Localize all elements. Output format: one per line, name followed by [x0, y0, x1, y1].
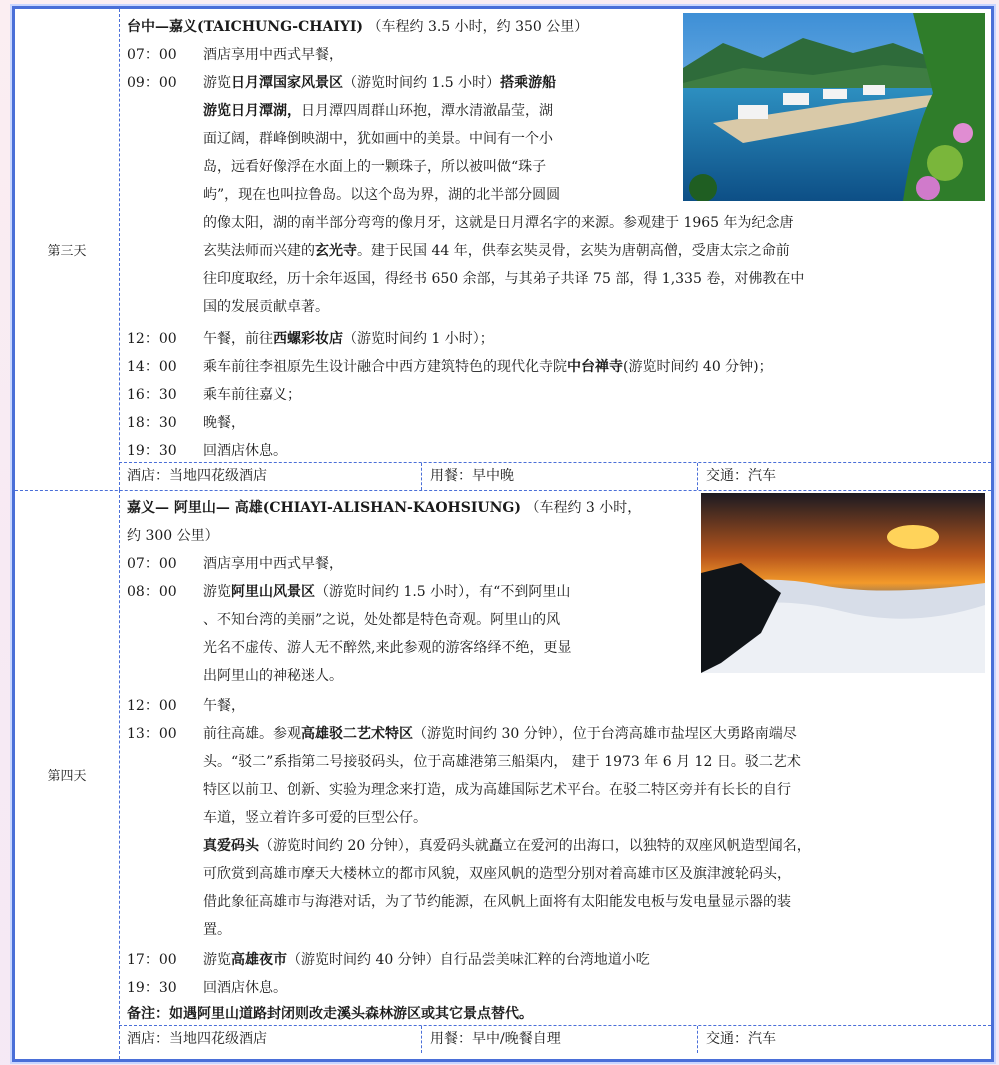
activity: 酒店享用中西式早餐，	[203, 47, 343, 63]
day3-hotel: 酒店：当地四花级酒店	[127, 468, 267, 484]
day4-transport: 交通：汽车	[697, 1026, 991, 1053]
day3-title: 台中—嘉义(TAICHUNG-CHAIYI)	[127, 19, 364, 35]
day3-title-line	[127, 13, 588, 41]
day4-footer	[119, 1025, 991, 1053]
alishan-sunrise-photo	[701, 493, 985, 673]
time: 09：00	[127, 75, 177, 91]
day4-label	[15, 490, 120, 1059]
day4-note: 备注：如遇阿里山道路封闭则改走溪头森林游区或其它景点替代。	[127, 1006, 533, 1022]
day4-title-note: （车程约 3 小时，	[525, 500, 642, 516]
activity: 游览日月潭国家风景区（游览时间约 1.5 小时）搭乘游船	[203, 75, 557, 91]
day3-label-text: 第三天	[47, 244, 87, 259]
day4-title-line2: 约 300 公里）	[127, 528, 219, 544]
day4-hotel: 酒店：当地四花级酒店	[127, 1031, 267, 1047]
itinerary-frame	[12, 6, 994, 1062]
day3-title-note: （车程约 3.5 小时，约 350 公里）	[367, 19, 589, 35]
day3-transport: 交通：汽车	[697, 463, 991, 490]
itinerary-table: 第三天 第四天 酒店：当地四花级酒店 用餐：早中晚 交通：汽车 酒店：当地四花级酒店 用餐：早中/晚餐自理 交通：汽车 台中—嘉义(TAICHUNG-CHAIYI) （车程约 3.5 小时，约 350 公里） 07：00 酒店享用中西式早餐， 09：00 游览日月潭国家风景区（游览时间约 1.5 小时）搭乘游船 游览日月潭湖，日月潭四周群山环抱，潭水清澈晶莹，湖 面辽阔，群峰倒映湖中，犹如画中的美景。中间有一个小 岛，远看好像浮在水面上的一颗珠子，所以被叫做“珠子 屿”，现在也叫拉鲁岛。以这个岛为界，湖的北半部分圆圆 的像太阳，湖的南半部分弯弯的像月牙，这就是日月潭名字的来源。参观建于 1965 年为纪念唐 玄奘法师而兴建的玄光寺。建于民国 44 年，供奉玄奘灵骨，玄奘为唐朝高僧，受唐太宗之命前 往印度取经，历十余年返国，得经书 650 余部，与其弟子共译 75 部，得 1,335 卷，对佛教在中 国的发展贡献卓著。 12：00 午餐，前往西螺彩妆店（游览时间约 1 小时）； 14：00 乘车前往李祖原先生设计融合中西方建筑特色的现代化寺院中台禅寺(游览时间约 40 分钟)； 16：30 乘车前往嘉义； 18：30 晚餐， 19：30 回酒店休息。 嘉义— 阿里山— 高雄(CHIAYI-ALISHAN-KAOHSIUNG) （车程约 3 小时， 约 300 公里） 07：00 酒店享用中西式早餐， 08：00 游览阿里山风景区（游览时间约 1.5 小时），有“不到阿里山 、不知台湾的美丽”之说，处处都是特色奇观。阿里山的风 光名不虚传、游人无不醉然,来此参观的游客络绎不绝，更显 出阿里山的神秘迷人。 12：00 午餐， 13：00 前往高雄。参观高雄驳二艺术特区（游览时间约 30 分钟），位于台湾高雄市盐埕区大勇路南端尽 头。“驳二”系指第二号接驳码头，位于高雄港第三船渠内， 建于 1973 年 6 月 12 日。驳二艺术 特区以前卫、创新、实验为理念来打造，成为高雄国际艺术平台。在驳二特区旁并有长长的自行 车道，竖立着许多可爱的巨型公仔。 真爱码头（游览时间约 20 分钟），真爱码头就矗立在爱河的出海口，以独特的双座风帆造型闻名， 可欣赏到高雄市摩天大楼林立的都市风貌，双座风帆的造型分别对着高雄市区及旗津渡轮码头， 借此象征高雄市与海港对话，为了节约能源，在风帆上面将有太阳能发电板与发电量显示器的装 置。 17：00 游览高雄夜市（游览时间约 40 分钟）自行品尝美味汇粹的台湾地道小吃 19：30 回酒店休息。 备注：如遇阿里山道路封闭则改走溪头森林游区或其它景点替代。	[15, 9, 991, 1059]
sun-moon-lake-photo	[683, 13, 985, 201]
day3-footer	[119, 462, 991, 490]
time: 07：00	[127, 47, 177, 63]
day4-title-line	[127, 494, 641, 522]
day-separator	[15, 490, 991, 491]
day3-label	[15, 9, 120, 490]
day4-label-text: 第四天	[47, 769, 87, 784]
day4-title: 嘉义— 阿里山— 高雄(CHIAYI-ALISHAN-KAOHSIUNG)	[127, 500, 522, 516]
day3-meals: 用餐：早中晚	[421, 463, 697, 490]
day4-meals: 用餐：早中/晚餐自理	[421, 1026, 697, 1053]
